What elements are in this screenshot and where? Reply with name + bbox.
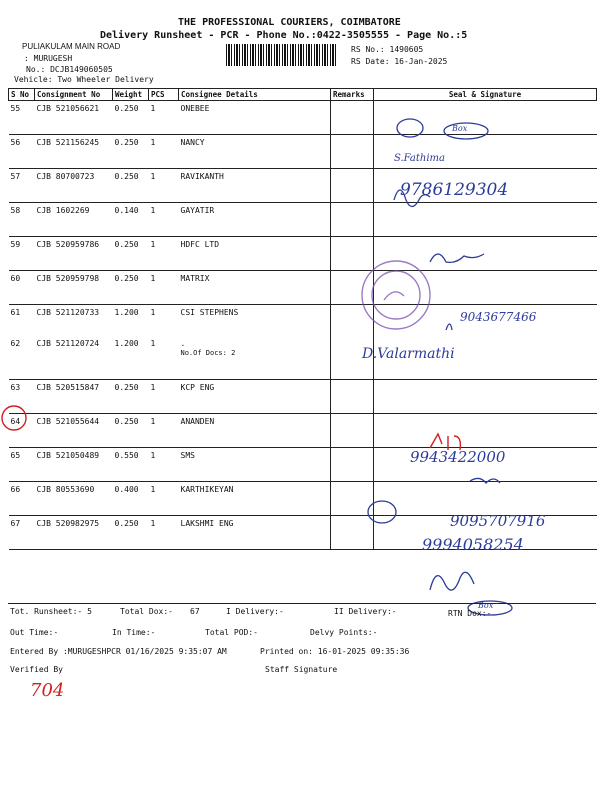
out-time: Out Time:- <box>10 628 59 637</box>
footer-divider <box>8 603 596 604</box>
cell-weight: 0.400 <box>113 482 149 516</box>
handwritten-phone-60: 9043677466 <box>460 310 537 324</box>
cell-pcs: 1 <box>149 448 179 482</box>
cell-consignee: MATRIX <box>179 271 331 305</box>
cell-sno: 55 <box>9 101 35 135</box>
cell-weight: 0.250 <box>113 135 149 169</box>
total-pod: Total POD:- <box>205 628 258 637</box>
cell-consignee: LAKSHMI ENG <box>179 516 331 550</box>
cell-sno: 66 <box>9 482 35 516</box>
cell-consignment: CJB 521056621 <box>35 101 113 135</box>
cell-consignee: KARTHIKEYAN <box>179 482 331 516</box>
cell-weight: 0.250 <box>113 414 149 448</box>
red-initials: 704 <box>30 680 65 701</box>
cell-pcs: 1 <box>149 271 179 305</box>
sno-61: 61 <box>10 308 21 317</box>
col-weight: Weight <box>113 89 149 101</box>
cell-consignment: CJB 1602269 <box>35 203 113 237</box>
rs-number: RS No.: 1490605 <box>351 45 424 54</box>
cell-consignment: CJB 520959798 <box>35 271 113 305</box>
cell-pcs: 1 <box>149 237 179 271</box>
cell-pcs: 1 <box>149 516 179 550</box>
col-sno: S No <box>9 89 35 101</box>
red-circle-mark <box>2 406 26 430</box>
cell-weight: 0.250 <box>113 101 149 135</box>
vehicle-type: Vehicle: Two Wheeler Delivery <box>14 75 154 84</box>
in-time: In Time:- <box>112 628 156 637</box>
cell-weight: 0.250 <box>113 516 149 550</box>
cell-weight: 0.250 <box>113 169 149 203</box>
handwritten-name-61: D.Valarmathi <box>362 346 455 362</box>
cell-consignee: SMS <box>179 448 331 482</box>
cell-weight: 0.550 <box>113 448 149 482</box>
cell-consignee: ONEBEE <box>179 101 331 135</box>
handwritten-phone-64: 9943422000 <box>410 448 506 466</box>
cell-weight: 0.250 <box>113 237 149 271</box>
cell-pcs: 1 <box>149 203 179 237</box>
handwritten-phone-66b: 9994058254 <box>422 535 524 554</box>
sno-62: 62 <box>10 339 21 348</box>
pcs-62: 1 <box>150 339 156 348</box>
rtn-dox: RTN Dox:- <box>448 609 492 618</box>
i-delivery: I Delivery:- <box>226 607 284 616</box>
weight-61: 1.200 <box>114 308 139 317</box>
cell-sno: 58 <box>9 203 35 237</box>
address: PULIAKULAM MAIN ROAD <box>22 42 121 51</box>
cell-sno: 67 <box>9 516 35 550</box>
consignment-62: CJB 521120724 <box>36 339 100 348</box>
staff-signature: Staff Signature <box>265 665 338 674</box>
signature-59 <box>430 254 484 262</box>
cell-consignment: CJB 520959786 <box>35 237 113 271</box>
total-dox-value: 67 <box>190 607 200 616</box>
cell-pcs: 1 <box>149 135 179 169</box>
cell-weight: 0.140 <box>113 203 149 237</box>
cell-consignment: CJB 521055644 <box>35 414 113 448</box>
tot-runsheet: Tot. Runsheet:- 5 <box>10 607 92 616</box>
cell-consignee: ANANDEN <box>179 414 331 448</box>
consignee-62: . <box>180 339 186 348</box>
docs-count-note: No.Of Docs: 2 <box>180 349 236 357</box>
entered-by: Entered By :MURUGESHPCR 01/16/2025 9:35:07 AM <box>10 647 227 656</box>
company-name: THE PROFESSIONAL COURIERS, COIMBATORE <box>178 17 401 28</box>
runsheet-title: Delivery Runsheet - PCR - Phone No.:0422-3505555 - Page No.:5 <box>100 30 468 41</box>
col-seal-signature: Seal & Signature <box>374 89 597 101</box>
handwritten-phone-66a: 9095707916 <box>450 512 546 530</box>
col-consignee: Consignee Details <box>179 89 331 101</box>
cell-consignee: GAYATIR <box>179 203 331 237</box>
cell-consignee: HDFC LTD <box>179 237 331 271</box>
col-remarks: Remarks <box>331 89 374 101</box>
cell-consignee: KCP ENG <box>179 380 331 414</box>
cell-pcs: 1 <box>149 169 179 203</box>
total-dox-label: Total Dox:- <box>120 607 173 616</box>
cell-consignment: CJB 80700723 <box>35 169 113 203</box>
cell-pcs: 1 <box>149 414 179 448</box>
cell-pcs: 1 <box>149 482 179 516</box>
cell-pcs: 1 <box>149 380 179 414</box>
cell-consignment: CJB 520982975 <box>35 516 113 550</box>
cell-consignee: NANCY <box>179 135 331 169</box>
cell-consignment: CJB 80553690 <box>35 482 113 516</box>
signature-65 <box>470 478 500 483</box>
cell-sno: 56 <box>9 135 35 169</box>
box-label-67: Box <box>478 601 494 610</box>
signature-66 <box>368 501 396 523</box>
cell-pcs: 1 <box>149 101 179 135</box>
cell-sno: 63 <box>9 380 35 414</box>
ii-delivery: II Delivery:- <box>334 607 397 616</box>
cell-consignment: CJB 521050489 <box>35 448 113 482</box>
cell-sno: 65 <box>9 448 35 482</box>
handwritten-name-56: S.Fathima <box>394 153 445 164</box>
cell-consignment: CJB 520515847 <box>35 380 113 414</box>
cell-weight: 0.250 <box>113 380 149 414</box>
cell-sno: 60 <box>9 271 35 305</box>
signature-67 <box>430 572 474 590</box>
signature-60 <box>446 324 452 330</box>
pcs-61: 1 <box>150 308 156 317</box>
document-number: No.: DCJB149060505 <box>26 65 113 74</box>
delvy-points: Delvy Points:- <box>310 628 378 637</box>
cell-weight: 0.250 <box>113 271 149 305</box>
cell-consignee: RAVIKANTH <box>179 169 331 203</box>
employee-name: : MURUGESH <box>24 54 73 63</box>
verified-by: Verified By <box>10 665 63 674</box>
cell-sno: 57 <box>9 169 35 203</box>
col-consignment: Consignment No <box>35 89 113 101</box>
consignee-61: CSI STEPHENS <box>180 308 239 317</box>
signature-mark-55 <box>397 119 423 137</box>
weight-62: 1.200 <box>114 339 139 348</box>
cell-sno: 59 <box>9 237 35 271</box>
printed-on: Printed on: 16-01-2025 09:35:36 <box>260 647 410 656</box>
consignment-61: CJB 521120733 <box>36 308 100 317</box>
rs-date: RS Date: 16-Jan-2025 <box>351 57 448 66</box>
col-pcs: PCS <box>149 89 179 101</box>
box-label-55: Box <box>452 124 468 133</box>
handwritten-phone-57: 9786129304 <box>400 180 509 200</box>
cell-sno: 64 <box>9 414 35 448</box>
cell-consignment: CJB 521156245 <box>35 135 113 169</box>
company-seal-stamp <box>362 261 430 329</box>
